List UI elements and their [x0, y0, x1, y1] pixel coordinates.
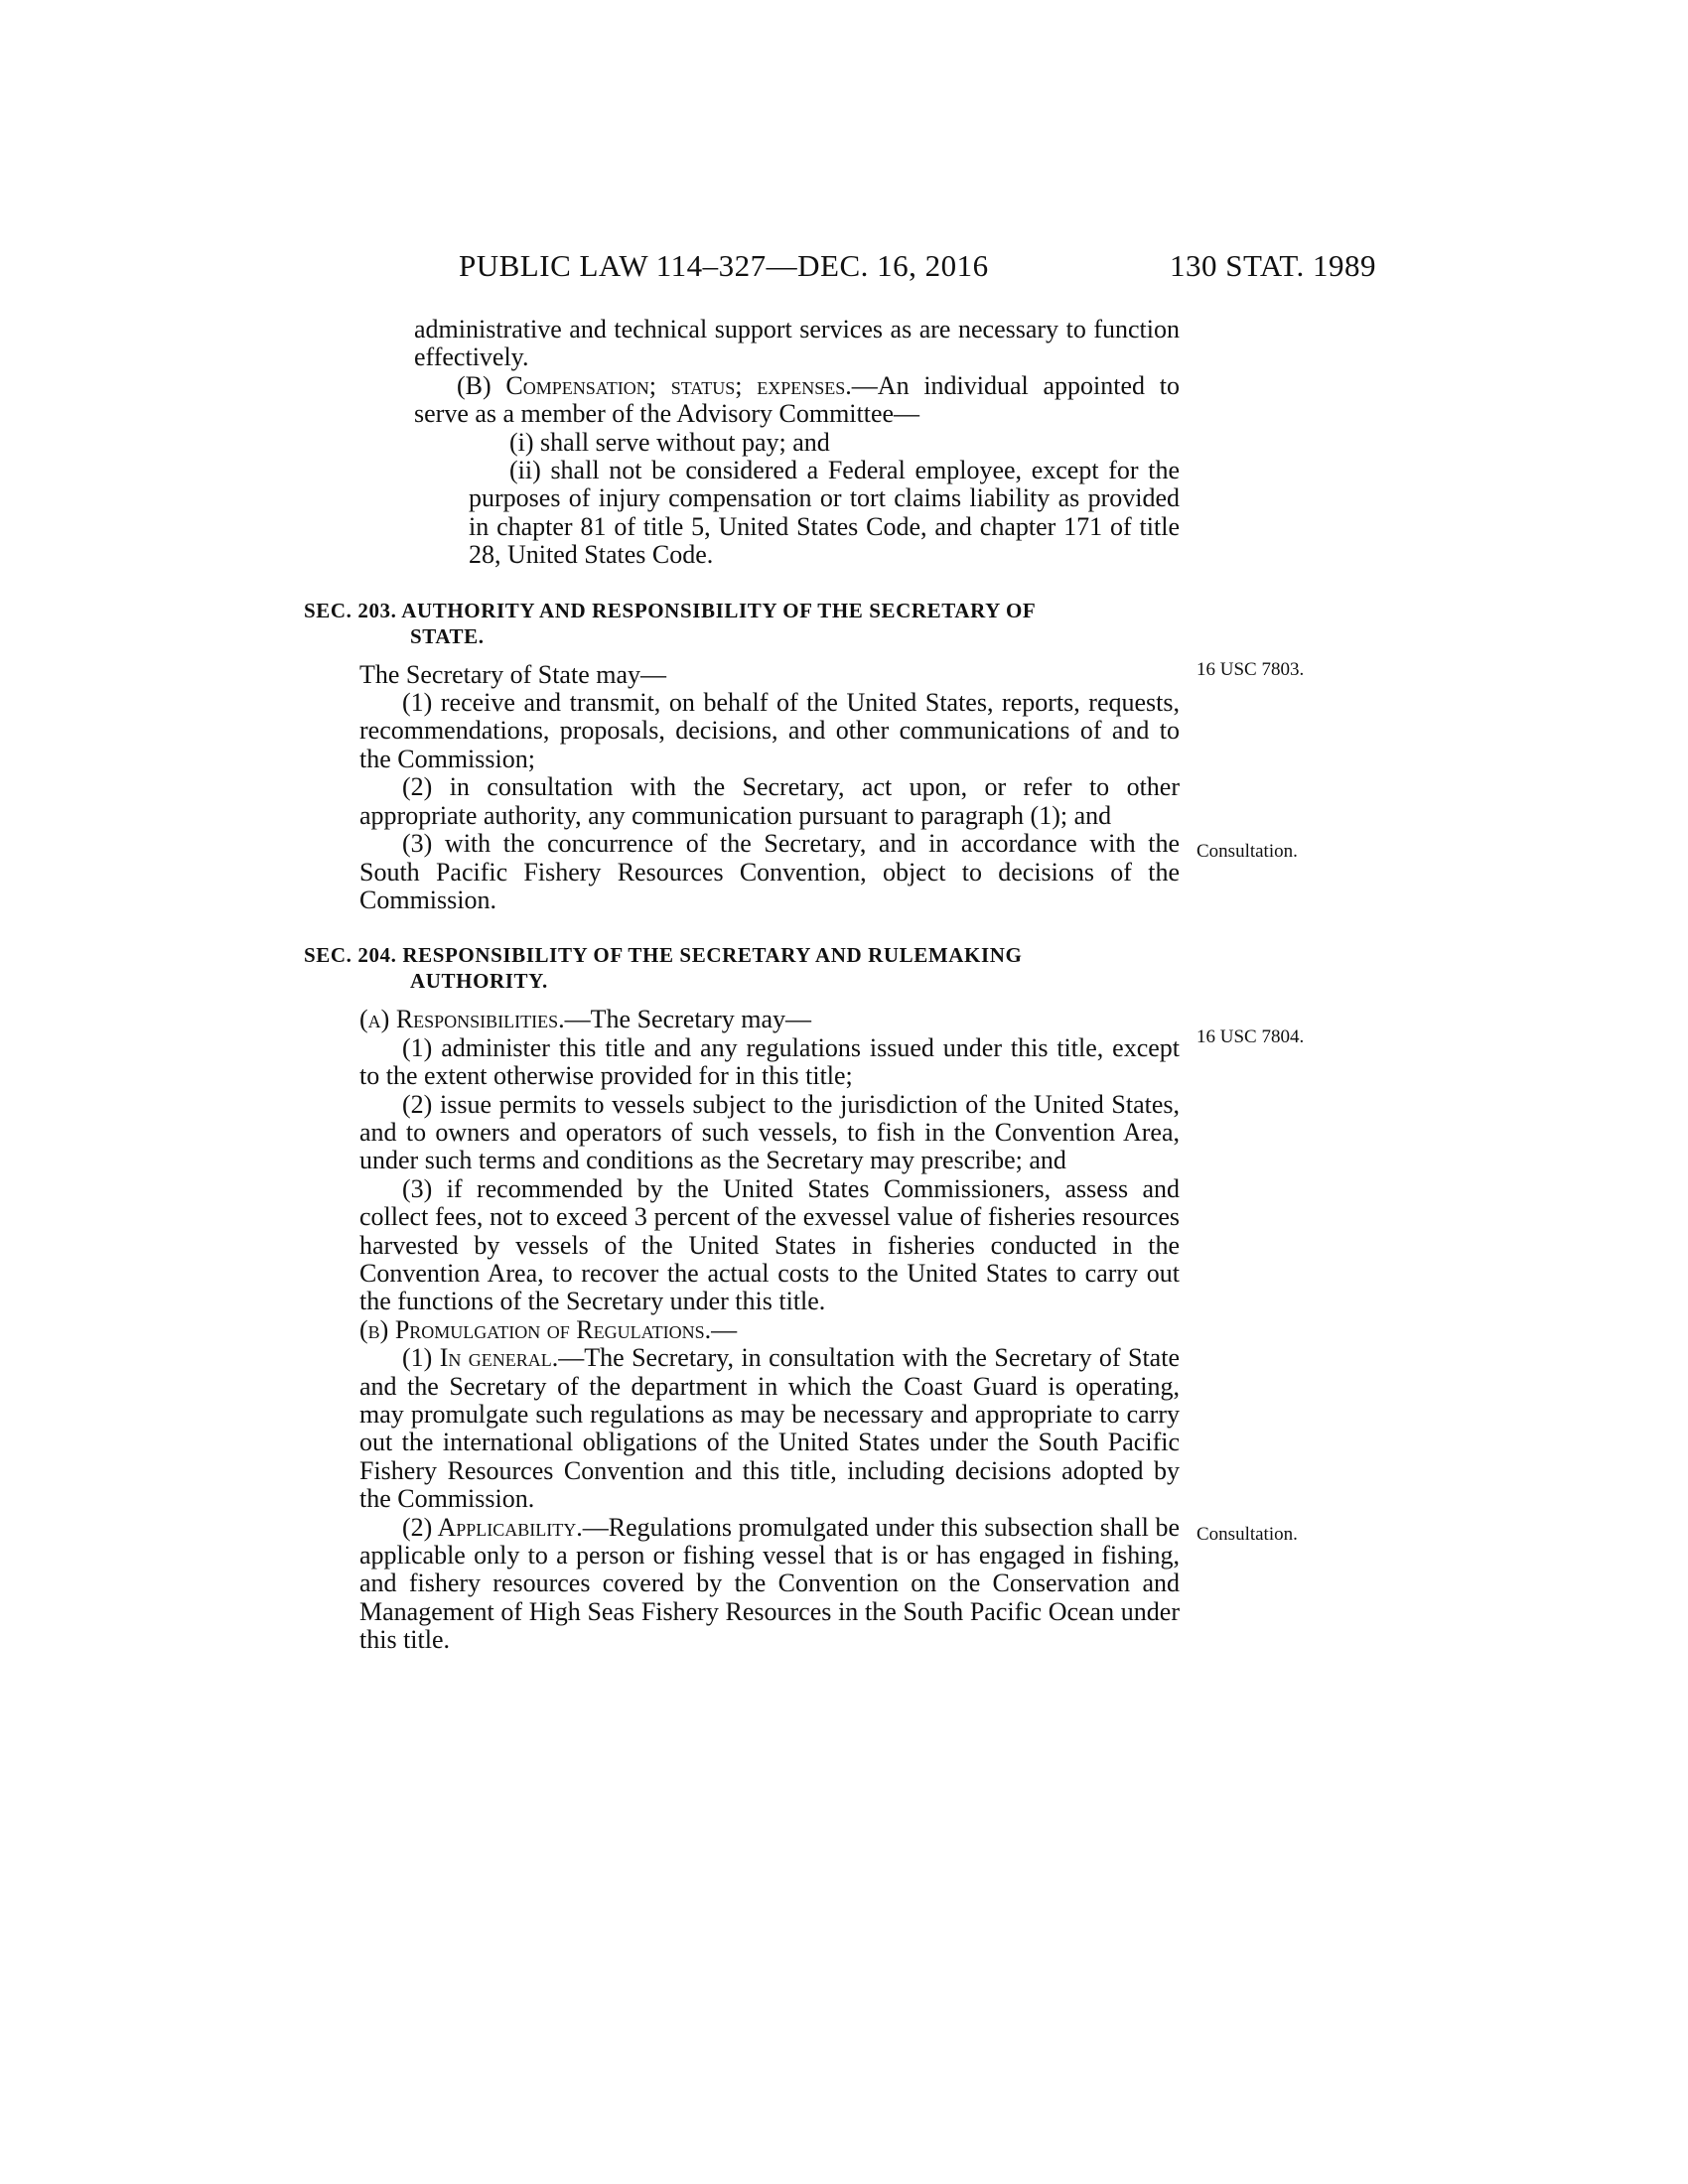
paragraph — [359, 1316, 1180, 1344]
section-heading-line-1: SEC. 204. RESPONSIBILITY OF THE SECRETARY AND RULEMAKING — [304, 943, 1023, 968]
margin-note-consultation-2: Consultation. — [1196, 1524, 1298, 1545]
paragraph: (3) with the concurrence of the Secretary, and in accordance with the South Pacific Fishery Resources Convention, object to decisions of the Commission. — [359, 829, 1180, 914]
subsection-heading: (b) Promulgation of Regulations. — [359, 1314, 712, 1344]
paragraph-heading: (2) Applicability. — [402, 1512, 583, 1542]
subsection-text: — — [711, 1314, 738, 1344]
paragraph: (2) issue permits to vessels subject to the jurisdiction of the United States, and to owners and operators of such vessels, to fish in the Convention Area, under such terms and conditions as the Secretary may prescribe; and — [359, 1089, 1180, 1175]
paragraph: (1) receive and transmit, on behalf of the United States, reports, requests, recommendations, proposals, decisions, and other communications of and to the Commission; — [359, 688, 1180, 773]
paragraph — [359, 1514, 1180, 1655]
paragraph-text: —Regulations promulgated under this subsection shall be applicable only to a person or fishing vessel that is or has engaged in fishing, and fishery resources covered by the Convention on the Conservation and Management of High Seas Fishery Resources in the South Pacific Ocean under this title. — [359, 1512, 1180, 1655]
running-header — [459, 248, 1376, 288]
margin-note-usc-7804: 16 USC 7804. — [1196, 1026, 1305, 1047]
section-203-heading — [304, 598, 1180, 649]
paragraph: administrative and technical support services as are necessary to function effectively. — [414, 315, 1180, 372]
page-number: 130 STAT. 1989 — [1169, 248, 1376, 283]
clause-ii: (ii) shall not be considered a Federal employee, except for the purposes of injury compensation or tort claims liability as provided in chapter 81 of title 5, United States Code, and chapter 171 of title 28, United States Code. — [469, 456, 1180, 570]
paragraph — [359, 1344, 1180, 1513]
paragraph: The Secretary of State may— — [359, 659, 666, 689]
subparagraph-text: —An individual appointed to serve as a member of the Advisory Committee— — [414, 370, 1181, 429]
margin-note-consultation-1: Consultation. — [1196, 841, 1298, 862]
subsection-heading: (a) Responsibilities. — [359, 1005, 565, 1034]
section-heading-line-2: AUTHORITY. — [410, 969, 548, 994]
subparagraph-heading: (B) Compensation; status; expenses. — [457, 370, 852, 400]
paragraph-heading: (1) In general. — [402, 1343, 559, 1373]
section-heading-line-1: SEC. 203. AUTHORITY AND RESPONSIBILITY OF THE SECRETARY OF — [304, 598, 1037, 622]
subsection-text: —The Secretary may— — [564, 1005, 812, 1034]
law-title: PUBLIC LAW 114–327—DEC. 16, 2016 — [459, 248, 989, 283]
section-204-heading — [304, 942, 1180, 994]
page-body — [304, 315, 1181, 1655]
paragraph: (3) if recommended by the United States Commissioners, assess and collect fees, not to exceed 3 percent of the exvessel value of fisheries resources harvested by vessels of the United States in fisheries conducted in the Convention Area, to recover the actual costs to the United States to carry out the functions of the Secretary under this title. — [359, 1173, 1180, 1316]
clause-i: (i) shall serve without pay; and — [509, 427, 830, 457]
paragraph: (1) administer this title and any regulations issued under this title, except to the extent otherwise provided for in this title; — [359, 1032, 1180, 1091]
paragraph: (2) in consultation with the Secretary, act upon, or refer to other appropriate authority, any communication pursuant to paragraph (1); and — [359, 772, 1180, 830]
margin-note-usc-7803: 16 USC 7803. — [1196, 659, 1305, 680]
section-heading-line-2: STATE. — [410, 623, 485, 648]
paragraph — [359, 1006, 1180, 1033]
paragraph-text: —The Secretary, in consultation with the Secretary of State and the Secretary of the department in which the Coast Guard is operating, may promulgate such regulations as may be necessary and appropriate to carry out the international obligations of the United States under the South Pacific Fishery Resources Convention and this title, including decisions adopted by the Commission. — [359, 1343, 1180, 1514]
paragraph-b — [359, 372, 1180, 429]
